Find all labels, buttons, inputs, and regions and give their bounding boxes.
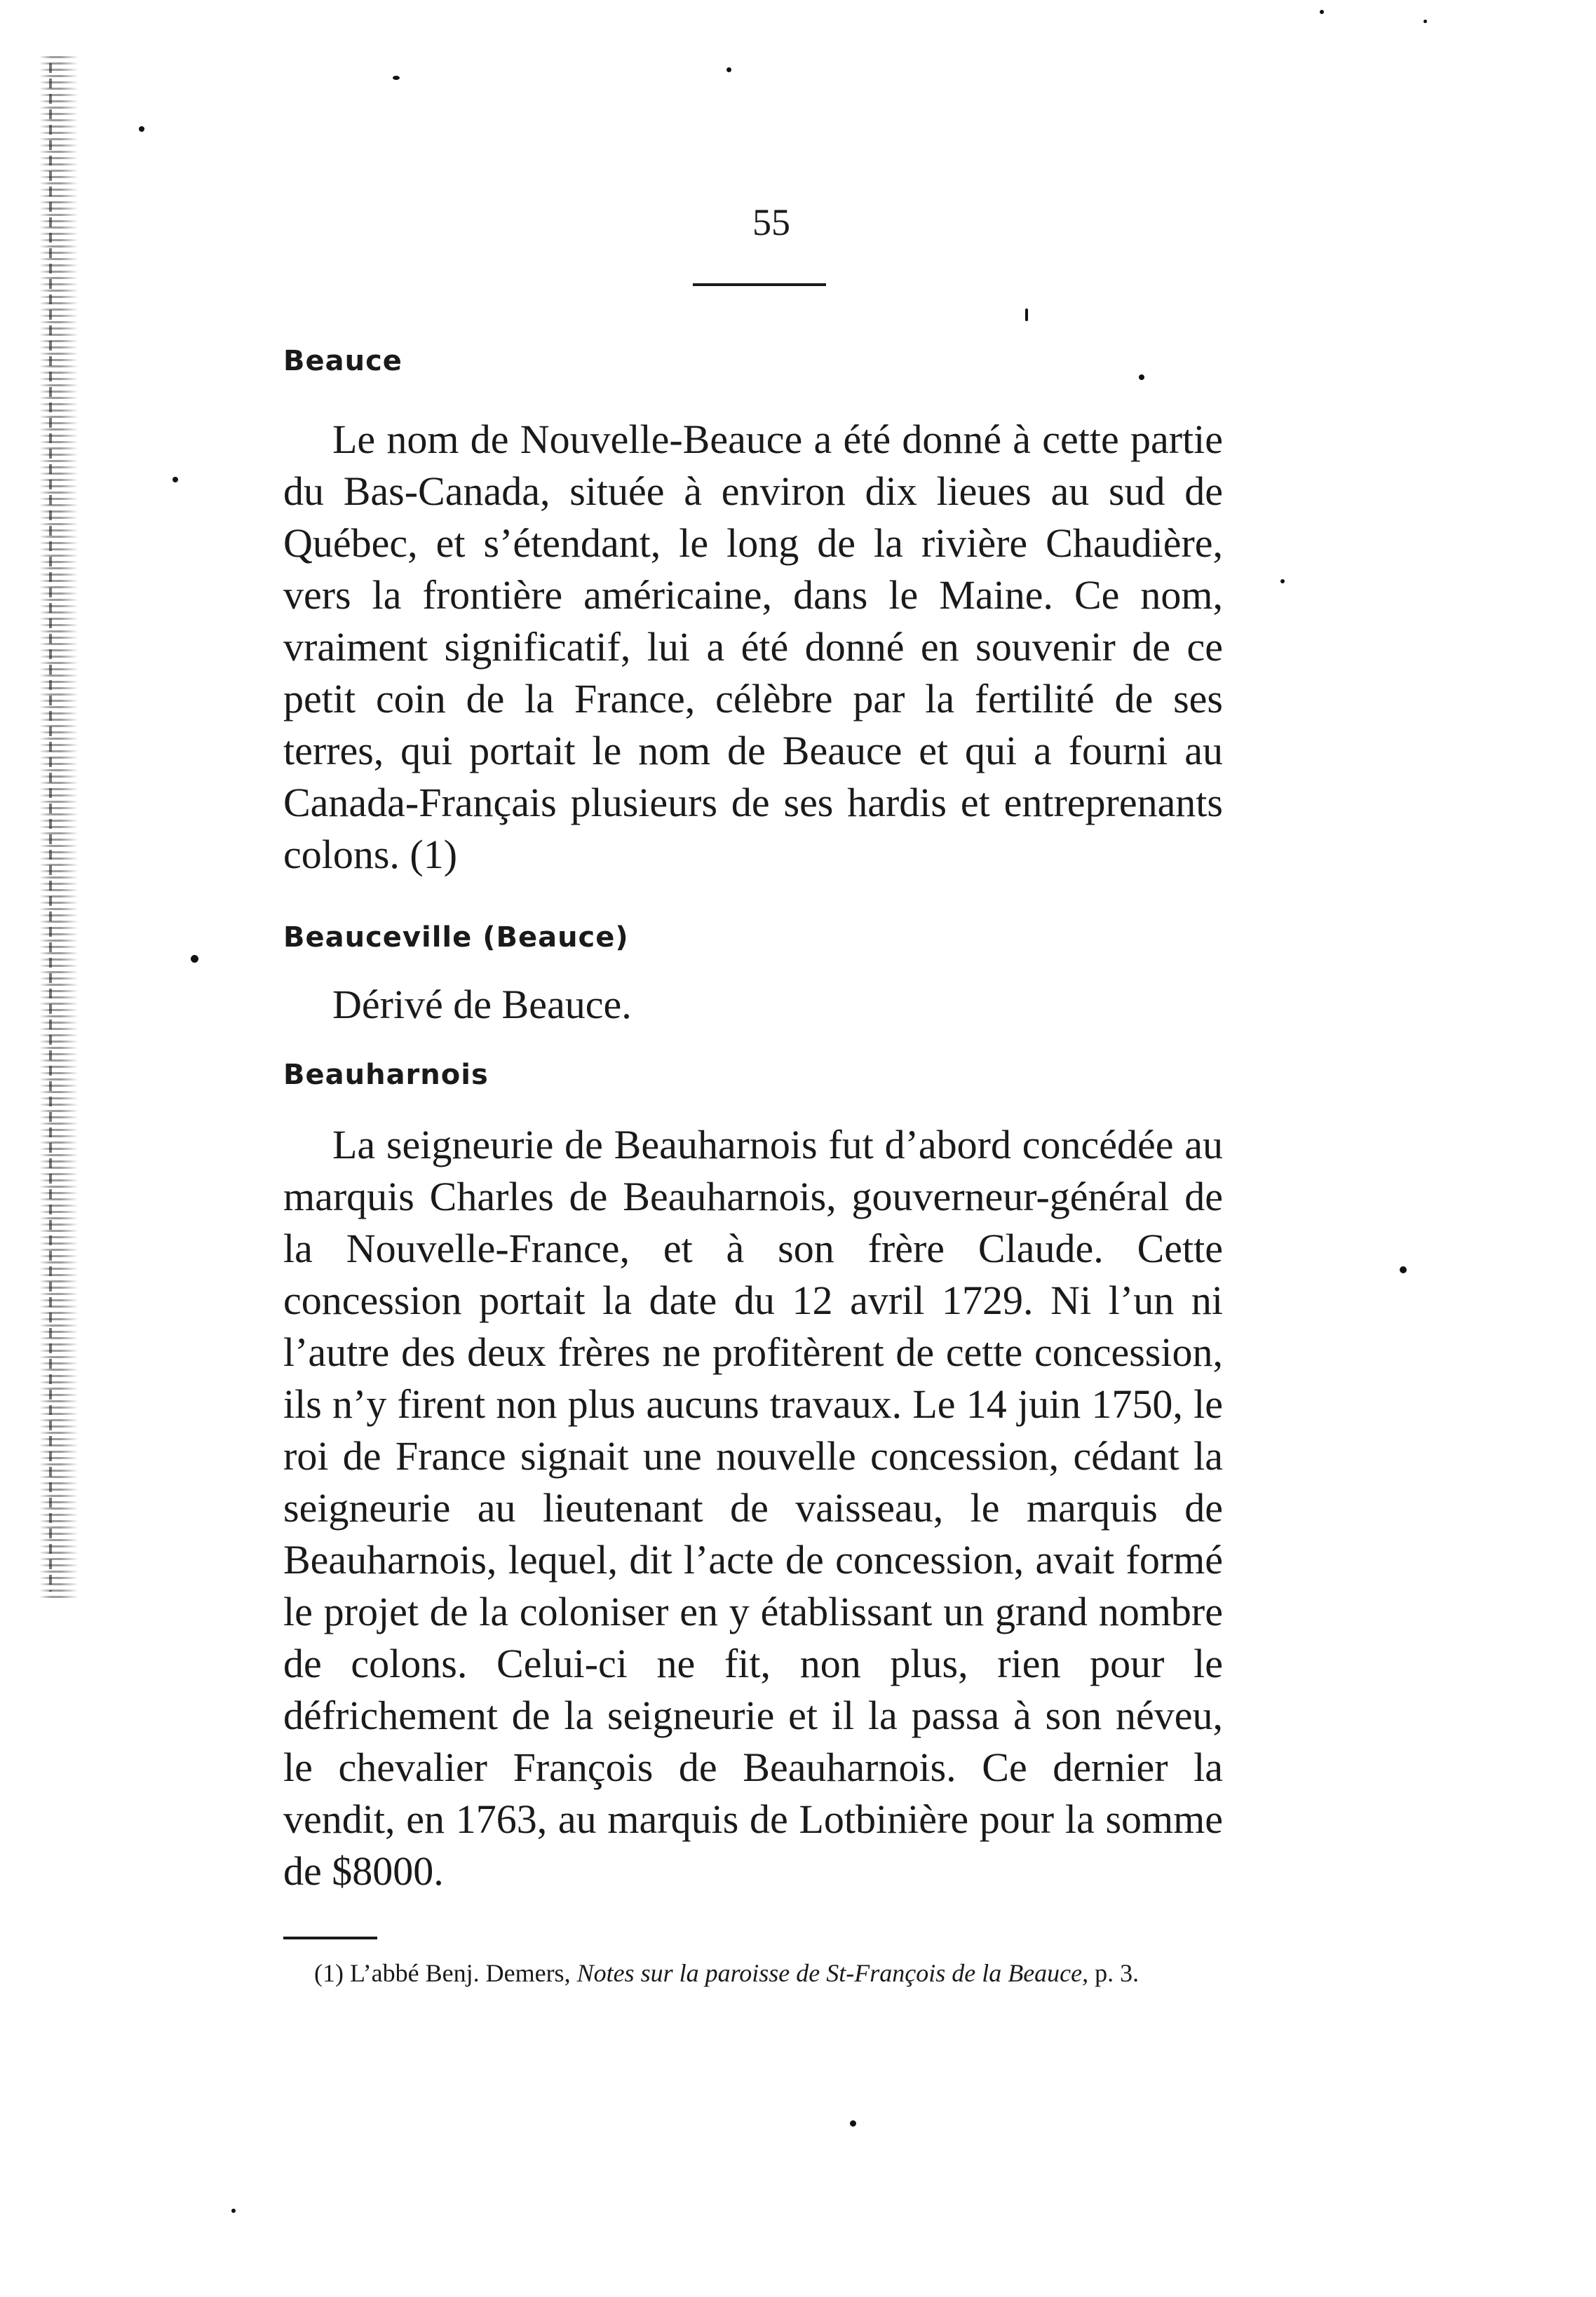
footnote-author: L’abbé Benj. Demers, — [349, 1959, 571, 1987]
entry-paragraph-beauharnois: La seigneurie de Beauharnois fut d’abord concédée au marquis Charles de Beauharnois, gouverneur-général de la Nouvelle-France, et à son frère Claude. Cette concession portait la date du 12 avril 1729. Ni l’un ni l’autre des deux frères ne profitèrent de cette concession, ils n’y firent non plus aucuns travaux. Le 14 juin 1750, le roi de France signait une nouvelle concession, cédant la seigneurie au lieutenant de vaisseau, le marquis de Beauharnois, lequel, dit l’acte de concession, avait formé le projet de la coloniser en y établissant un grand nombre de colons. Celui-ci ne fit, non plus, rien pour le défrichement de la seigneurie et il la passa à son néveu, le chevalier François de Beauharnois. Ce dernier la vendit, en 1763, au marquis de Lotbinière pour la somme de $8000. — [283, 1122, 1223, 1894]
dust-speck — [1280, 579, 1285, 583]
header-rule — [693, 283, 826, 286]
dust-speck — [173, 477, 178, 482]
entry-heading-beauceville: Beauceville (Beauce) — [283, 921, 629, 954]
dust-speck — [726, 67, 731, 72]
footnote-rule — [283, 1937, 377, 1939]
dust-speck — [1320, 10, 1324, 14]
binding-edge-stitching — [49, 63, 52, 1592]
footnote-page: p. 3. — [1095, 1959, 1139, 1987]
dust-speck — [139, 126, 144, 132]
footnote-marker: (1) — [314, 1959, 344, 1987]
body-text — [283, 317, 1223, 1991]
entry-paragraph-beauce: Le nom de Nouvelle-Beauce a été donné à cette partie du Bas-Canada, située à environ dix lieues au sud de Québec, et s’étendant, le long de la rivière Chaudière, vers la frontière américaine, dans le Maine. Ce nom, vraiment significatif, lui a été donné en souvenir de ce petit coin de la France, célèbre par la fertilité de ses terres, qui portait le nom de Beauce et qui a fourni au Canada-Français plusieurs de ses hardis et entreprenants colons. (1) — [283, 416, 1223, 877]
dust-speck — [191, 955, 198, 963]
dust-speck — [231, 2209, 236, 2213]
dust-speck — [1400, 1266, 1407, 1273]
footnote-title: Notes sur la paroisse de St-François de la Beauce, — [576, 1959, 1089, 1987]
binding-edge-shadow — [39, 56, 79, 1599]
dust-speck — [393, 76, 400, 80]
footnote — [283, 1955, 1223, 1991]
dust-speck — [1423, 20, 1427, 23]
entry-paragraph-beauceville: Dérivé de Beauce. — [332, 982, 632, 1027]
dust-speck — [850, 2120, 856, 2127]
entry-heading-beauharnois: Beauharnois — [283, 1059, 489, 1091]
entry-heading-beauce: Beauce — [283, 345, 403, 377]
page-number: 55 — [752, 201, 790, 243]
